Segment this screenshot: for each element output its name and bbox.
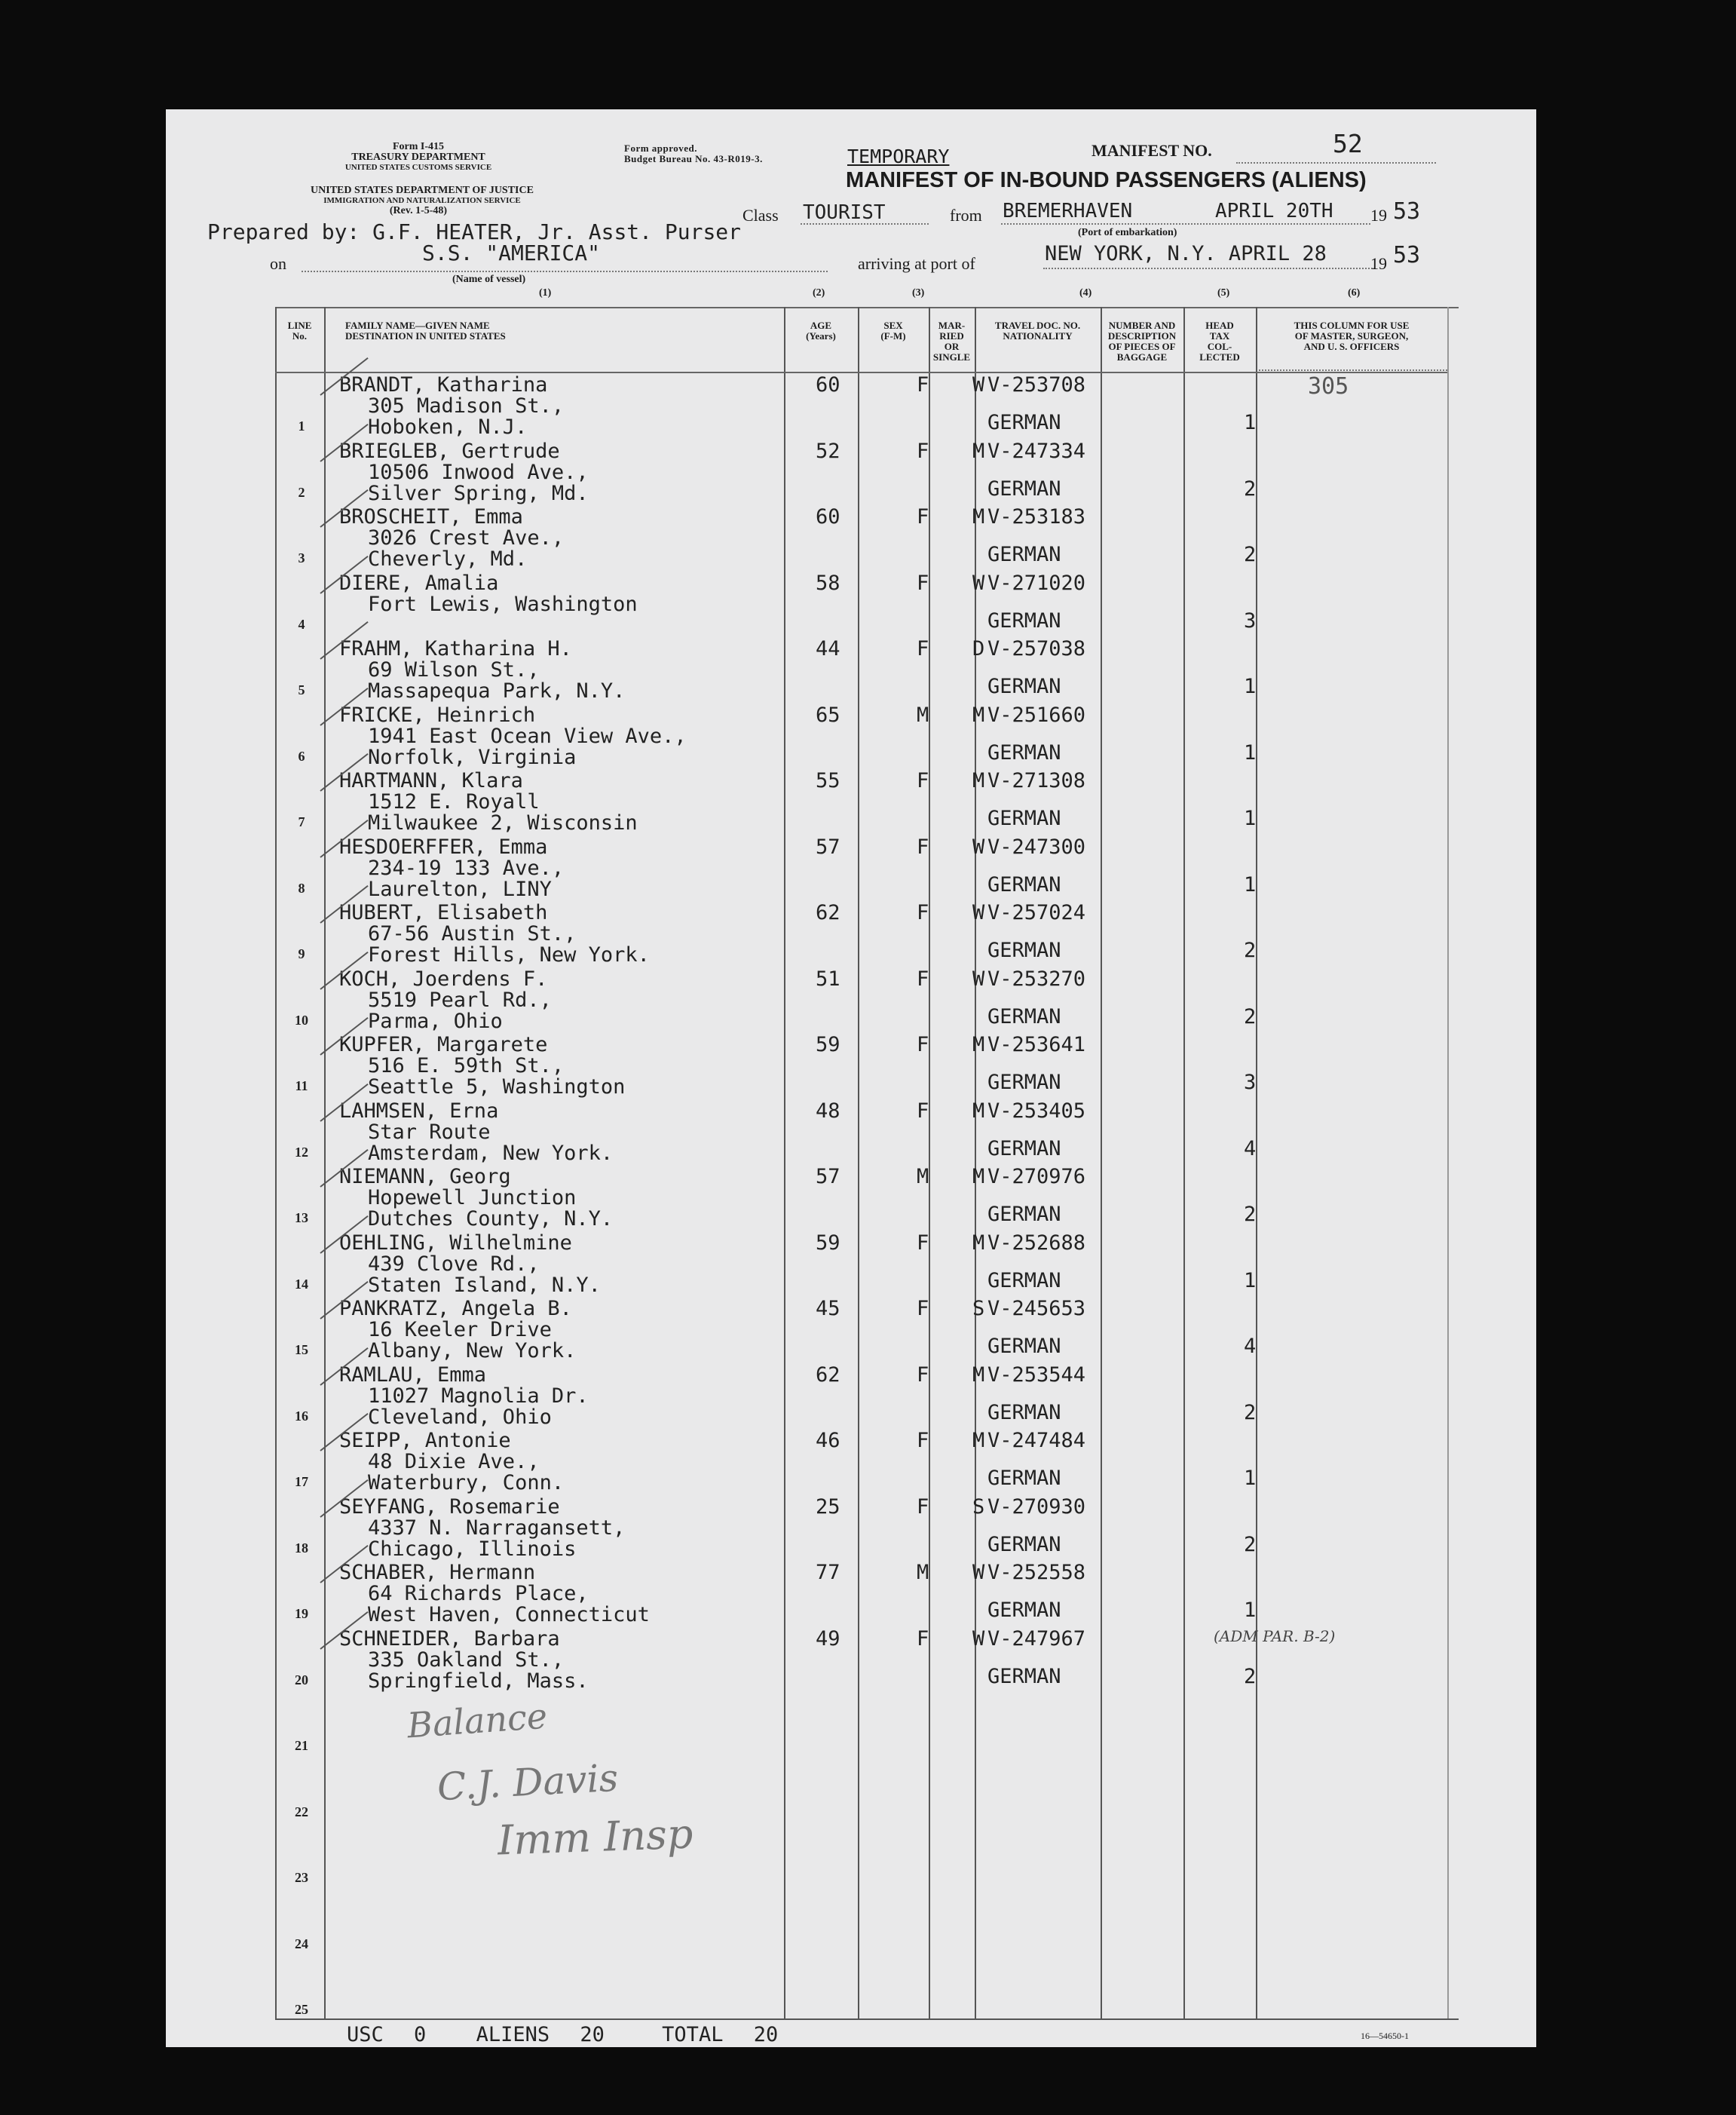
customs-service: UNITED STATES CUSTOMS SERVICE: [344, 163, 492, 172]
column-number: (6): [1348, 287, 1361, 299]
column-number: (2): [813, 287, 825, 299]
travel-doc-number: V-270976: [987, 1165, 1086, 1188]
line-number: 3: [298, 550, 305, 566]
total-count: 20: [753, 2023, 779, 2046]
line-number: 7: [298, 814, 305, 829]
passenger-nationality: GERMAN: [987, 543, 1061, 566]
line-number: 2: [298, 484, 305, 500]
passenger-marital-status: M: [972, 769, 985, 792]
passenger-name: SCHABER, Hermann: [339, 1561, 536, 1584]
passenger-name: SEYFANG, Rosemarie: [339, 1494, 560, 1519]
passenger-age: 58: [816, 571, 840, 595]
passenger-age: 52: [816, 439, 840, 463]
line-number: 22: [295, 1804, 308, 1819]
passenger-sex: F: [917, 835, 929, 859]
passenger-sex: M: [917, 1165, 929, 1188]
passenger-name: SCHNEIDER, Barbara: [339, 1626, 560, 1651]
passenger-age: 51: [816, 967, 840, 991]
travel-doc-number: V-253183: [987, 505, 1086, 529]
baggage-count: 2: [1244, 1664, 1257, 1688]
table-column-rule: [929, 307, 930, 2018]
baggage-count: 1: [1244, 411, 1257, 434]
table-column-rule: [324, 307, 326, 2018]
passenger-name: FRAHM, Katharina H.: [339, 637, 572, 661]
baggage-count: 1: [1244, 807, 1257, 830]
port-of-embarkation: BREMERHAVEN: [1003, 200, 1133, 222]
passenger-nationality: GERMAN: [987, 1268, 1061, 1292]
passenger-name: KUPFER, Margarete: [339, 1033, 548, 1056]
table-column-rule: [1256, 307, 1257, 2018]
form-approved: Form approved.: [624, 143, 698, 154]
travel-doc-number: V-271308: [987, 769, 1086, 792]
line-number: 8: [298, 880, 305, 896]
travel-doc-number: V-247334: [987, 439, 1086, 463]
travel-doc-number: V-247967: [987, 1626, 1086, 1651]
header-line-no: LINE No.: [287, 320, 312, 342]
passenger-address: 516 E. 59th St.,: [368, 1054, 565, 1077]
inspector-signature: C.J. Davis: [436, 1755, 620, 1810]
passenger-age: 59: [816, 1231, 840, 1255]
passenger-nationality: GERMAN: [987, 477, 1061, 501]
arriving-label: arriving at port of: [858, 254, 975, 273]
passenger-marital-status: W: [972, 1561, 985, 1584]
baggage-count: 3: [1244, 1071, 1257, 1094]
travel-doc-number: V-253641: [987, 1033, 1086, 1056]
passenger-sex: F: [917, 1626, 929, 1651]
passenger-sex: M: [917, 703, 929, 727]
passenger-destination: Dutches County, N.Y.: [368, 1207, 614, 1231]
from-label: from: [950, 206, 982, 225]
manifest-number: 52: [1333, 129, 1363, 158]
passenger-age: 57: [816, 835, 840, 859]
passenger-address: 11027 Magnolia Dr.: [368, 1384, 589, 1408]
passenger-destination: Cleveland, Ohio: [368, 1405, 552, 1429]
passenger-age: 60: [816, 505, 840, 529]
passenger-marital-status: M: [972, 1165, 985, 1188]
passenger-destination: Amsterdam, New York.: [368, 1141, 614, 1165]
passenger-destination: Forest Hills, New York.: [368, 943, 650, 967]
inspector-title: Imm Insp: [496, 1810, 694, 1865]
passenger-destination: Springfield, Mass.: [368, 1669, 589, 1693]
line-number: 10: [295, 1012, 308, 1028]
passenger-destination: West Haven, Connecticut: [368, 1603, 650, 1626]
passenger-address: 67-56 Austin St.,: [368, 922, 577, 946]
passenger-address: 5519 Pearl Rd.,: [368, 988, 552, 1012]
passenger-marital-status: W: [972, 901, 985, 924]
passenger-nationality: GERMAN: [987, 1071, 1061, 1094]
passenger-destination: Albany, New York.: [368, 1339, 577, 1362]
baggage-count: 4: [1244, 1136, 1257, 1160]
passenger-nationality: GERMAN: [987, 411, 1061, 434]
passenger-nationality: GERMAN: [987, 872, 1061, 897]
table-column-rule: [1101, 307, 1102, 2018]
travel-doc-number: V-270930: [987, 1494, 1086, 1519]
passenger-destination: Milwaukee 2, Wisconsin: [368, 811, 638, 835]
passenger-sex: F: [917, 901, 929, 924]
passenger-sex: F: [917, 1429, 929, 1452]
passenger-nationality: GERMAN: [987, 1532, 1061, 1556]
travel-doc-number: V-253270: [987, 967, 1086, 991]
passenger-destination: Massapequa Park, N.Y.: [368, 679, 626, 703]
vessel-caption: (Name of vessel): [452, 274, 526, 285]
table-column-rule: [275, 307, 277, 2018]
passenger-nationality: GERMAN: [987, 1335, 1061, 1358]
passenger-name: SEIPP, Antonie: [339, 1429, 511, 1452]
travel-doc-number: V-252688: [987, 1231, 1086, 1255]
passenger-age: 62: [816, 901, 840, 924]
passenger-marital-status: W: [972, 373, 985, 397]
passenger-sex: F: [917, 1231, 929, 1255]
travel-doc-number: V-251660: [987, 703, 1086, 727]
passenger-age: 55: [816, 769, 840, 792]
baggage-count: 3: [1244, 608, 1257, 633]
baggage-count: 1: [1244, 1467, 1257, 1490]
line-number: 17: [295, 1474, 308, 1489]
baggage-count: 2: [1244, 1004, 1257, 1028]
header-name-destination: FAMILY NAME—GIVEN NAME DESTINATION IN UNITED STATES: [345, 320, 506, 342]
travel-doc-number: V-253708: [987, 373, 1086, 397]
line-number: 20: [295, 1672, 308, 1687]
prepared-by: Prepared by: G.F. HEATER, Jr. Asst. Purser: [207, 219, 742, 244]
passenger-marital-status: M: [972, 439, 985, 463]
line-number: 25: [295, 2002, 308, 2017]
travel-doc-number: V-253544: [987, 1362, 1086, 1387]
header-sex: SEX (F-M): [880, 320, 906, 342]
passenger-address: Hopewell Junction: [368, 1186, 577, 1209]
passenger-address: 1941 East Ocean View Ave.,: [368, 724, 687, 748]
passenger-nationality: GERMAN: [987, 1400, 1061, 1424]
passenger-marital-status: M: [972, 1429, 985, 1452]
passenger-nationality: GERMAN: [987, 1664, 1061, 1688]
passenger-age: 48: [816, 1099, 840, 1123]
passenger-nationality: GERMAN: [987, 608, 1061, 633]
line-number: 11: [295, 1078, 308, 1093]
passenger-marital-status: M: [972, 1099, 985, 1123]
line-number: 23: [295, 1870, 308, 1885]
passenger-name: KOCH, Joerdens F.: [339, 967, 548, 991]
manifest-page: [166, 109, 1536, 2047]
baggage-count: 1: [1244, 1599, 1257, 1622]
line-number: 14: [295, 1276, 308, 1292]
usc-label: USC: [347, 2023, 384, 2046]
passenger-address: 335 Oakland St.,: [368, 1648, 565, 1672]
travel-doc-number: V-252558: [987, 1561, 1086, 1584]
budget-bureau: Budget Bureau No. 43-R019-3.: [624, 153, 763, 164]
embarkation-date: APRIL 20TH: [1215, 200, 1333, 222]
header-baggage: NUMBER AND DESCRIPTION OF PIECES OF BAGGAGE: [1107, 320, 1177, 363]
totals-line: [347, 2023, 778, 2046]
passenger-name: PANKRATZ, Angela B.: [339, 1297, 572, 1320]
line-number: 19: [295, 1606, 308, 1621]
baggage-count: 4: [1244, 1335, 1257, 1358]
header-age: AGE (Years): [806, 320, 836, 342]
passenger-marital-status: M: [972, 505, 985, 529]
manifest-no-label: MANIFEST NO.: [1092, 141, 1212, 160]
passenger-marital-status: M: [972, 1362, 985, 1387]
passenger-sex: F: [917, 769, 929, 792]
passenger-age: 60: [816, 373, 840, 397]
header-travel-doc: TRAVEL DOC. NO. NATIONALITY: [994, 320, 1081, 342]
passenger-age: 59: [816, 1033, 840, 1056]
line-number: 5: [298, 682, 305, 697]
justice-dept: UNITED STATES DEPARTMENT OF JUSTICE: [311, 185, 534, 196]
passenger-destination: Laurelton, LINY: [368, 877, 552, 901]
line-number: 13: [295, 1210, 308, 1225]
passenger-sex: F: [917, 505, 929, 529]
baggage-count: 2: [1244, 1203, 1257, 1226]
table-column-rule: [784, 307, 785, 2018]
travel-doc-number: V-257024: [987, 901, 1086, 924]
treasury-dept: TREASURY DEPARTMENT: [351, 152, 485, 163]
passenger-age: 57: [816, 1165, 840, 1188]
temporary-label: TEMPORARY: [847, 146, 950, 167]
passenger-marital-status: M: [972, 703, 985, 727]
passenger-marital-status: D: [972, 637, 985, 661]
passenger-age: 46: [816, 1429, 840, 1452]
table-column-rule: [858, 307, 859, 2018]
passenger-destination: Cheverly, Md.: [368, 547, 528, 571]
passenger-marital-status: W: [972, 1626, 985, 1651]
passenger-name: FRICKE, Heinrich: [339, 703, 536, 727]
passenger-marital-status: W: [972, 967, 985, 991]
line-number: 9: [298, 946, 305, 961]
ins-service: IMMIGRATION AND NATURALIZATION SERVICE: [323, 196, 521, 205]
passenger-sex: F: [917, 1297, 929, 1320]
baggage-count: 1: [1244, 675, 1257, 698]
line-number: 6: [298, 748, 305, 764]
column-number: (3): [912, 287, 925, 299]
line-number: 15: [295, 1342, 308, 1357]
class-label: Class: [742, 206, 779, 225]
travel-doc-number: V-245653: [987, 1297, 1086, 1320]
passenger-address: 48 Dixie Ave.,: [368, 1450, 540, 1473]
line-number: 12: [295, 1144, 308, 1160]
passenger-age: 25: [816, 1494, 840, 1519]
baggage-count: 2: [1244, 1400, 1257, 1424]
passenger-sex: F: [917, 1362, 929, 1387]
passenger-address: 305 Madison St.,: [368, 394, 565, 418]
passenger-name: BROSCHEIT, Emma: [339, 505, 523, 529]
passenger-destination: Chicago, Illinois: [368, 1537, 577, 1561]
passenger-address: 16 Keeler Drive: [368, 1318, 552, 1341]
passenger-destination: Hoboken, N.J.: [368, 415, 528, 439]
passenger-age: 49: [816, 1626, 840, 1651]
header-officers-column: THIS COLUMN FOR USE OF MASTER, SURGEON, AND U. S. OFFICERS: [1294, 320, 1410, 352]
total-label: TOTAL: [662, 2023, 724, 2046]
passenger-address: 64 Richards Place,: [368, 1582, 589, 1605]
travel-doc-number: V-247484: [987, 1429, 1086, 1452]
passenger-name: HUBERT, Elisabeth: [339, 901, 548, 924]
line-number: 21: [295, 1738, 308, 1753]
arrival-year: 53: [1393, 242, 1421, 268]
form-code: 16—54650-1: [1361, 2031, 1409, 2041]
travel-doc-number: V-247300: [987, 835, 1086, 859]
passenger-address: 69 Wilson St.,: [368, 658, 540, 682]
passenger-name: HESDOERFFER, Emma: [339, 835, 548, 859]
baggage-count: 2: [1244, 477, 1257, 501]
passenger-address: 4337 N. Narragansett,: [368, 1516, 626, 1540]
passenger-nationality: GERMAN: [987, 1136, 1061, 1160]
form-number: Form I-415: [392, 141, 445, 152]
line-number: 1: [298, 418, 305, 434]
revision: (Rev. 1-5-48): [389, 205, 448, 216]
passenger-sex: F: [917, 1494, 929, 1519]
manifest-title: MANIFEST OF IN-BOUND PASSENGERS (ALIENS): [846, 168, 1367, 192]
passenger-name: BRIEGLEB, Gertrude: [339, 439, 560, 463]
passenger-nationality: GERMAN: [987, 1004, 1061, 1028]
arrival-year-prefix: 19: [1370, 254, 1387, 273]
aliens-count: 20: [580, 2023, 605, 2046]
handwritten-balance: Balance: [406, 1695, 549, 1746]
passenger-sex: F: [917, 967, 929, 991]
passenger-name: BRANDT, Katharina: [339, 373, 548, 397]
passenger-nationality: GERMAN: [987, 807, 1061, 830]
passenger-address: 234-19 133 Ave.,: [368, 856, 565, 880]
passenger-nationality: GERMAN: [987, 1203, 1061, 1226]
passenger-age: 45: [816, 1297, 840, 1320]
column-number: (5): [1217, 287, 1230, 299]
table-top-border: [275, 307, 1459, 308]
travel-doc-number: V-253405: [987, 1099, 1086, 1123]
passenger-address: 1512 E. Royall: [368, 790, 540, 814]
passenger-destination: Norfolk, Virginia: [368, 745, 577, 769]
passenger-nationality: GERMAN: [987, 939, 1061, 962]
embarkation-year: 53: [1393, 198, 1421, 225]
class-value: TOURIST: [803, 201, 886, 224]
baggage-count: 1: [1244, 740, 1257, 765]
header-married-single: MAR- RIED OR SINGLE: [932, 320, 971, 363]
line-number: 24: [295, 1936, 308, 1951]
line-number: 16: [295, 1408, 308, 1424]
vessel-name: S.S. "AMERICA": [422, 241, 601, 265]
baggage-count: 2: [1244, 939, 1257, 962]
passenger-sex: F: [917, 373, 929, 397]
officer-note: 305: [1308, 373, 1349, 400]
passenger-marital-status: S: [972, 1494, 985, 1519]
passenger-sex: F: [917, 439, 929, 463]
passenger-sex: F: [917, 1099, 929, 1123]
baggage-count: 2: [1244, 1532, 1257, 1556]
passenger-sex: F: [917, 637, 929, 661]
line-number: 18: [295, 1540, 308, 1556]
header-head-tax: HEAD TAX COL- LECTED: [1199, 320, 1240, 363]
passenger-address: Star Route: [368, 1120, 491, 1144]
passenger-age: 44: [816, 637, 840, 661]
passenger-name: RAMLAU, Emma: [339, 1362, 487, 1387]
passenger-nationality: GERMAN: [987, 1599, 1061, 1622]
totals-rule: [275, 2018, 1459, 2020]
passenger-age: 77: [816, 1561, 840, 1584]
passenger-name: HARTMANN, Klara: [339, 769, 523, 792]
passenger-address: 10506 Inwood Ave.,: [368, 460, 589, 484]
travel-doc-number: V-271020: [987, 571, 1086, 595]
passenger-address: 3026 Crest Ave.,: [368, 526, 565, 550]
table-column-rule: [975, 307, 976, 2018]
passenger-destination: Waterbury, Conn.: [368, 1471, 565, 1494]
passenger-destination: Parma, Ohio: [368, 1009, 503, 1033]
passenger-age: 62: [816, 1362, 840, 1387]
table-column-rule: [1183, 307, 1185, 2018]
passenger-nationality: GERMAN: [987, 675, 1061, 698]
table-column-rule: [1447, 307, 1449, 2018]
officer-note: (ADM PAR. B-2): [1214, 1626, 1336, 1645]
baggage-count: 2: [1244, 543, 1257, 566]
travel-doc-number: V-257038: [987, 637, 1086, 661]
baggage-count: 1: [1244, 1268, 1257, 1292]
line-number: 4: [298, 616, 305, 632]
arrival-port-date: NEW YORK, N.Y. APRIL 28: [1045, 242, 1327, 265]
passenger-sex: F: [917, 571, 929, 595]
aliens-label: ALIENS: [476, 2023, 550, 2046]
on-label: on: [270, 254, 286, 273]
passenger-sex: F: [917, 1033, 929, 1056]
passenger-name: OEHLING, Wilhelmine: [339, 1231, 572, 1255]
column-number: (4): [1079, 287, 1092, 299]
passenger-marital-status: W: [972, 571, 985, 595]
passenger-nationality: GERMAN: [987, 740, 1061, 765]
column-number: (1): [539, 287, 552, 299]
passenger-name: LAHMSEN, Erna: [339, 1099, 499, 1123]
passenger-name: NIEMANN, Georg: [339, 1165, 511, 1188]
baggage-count: 1: [1244, 872, 1257, 897]
passenger-marital-status: W: [972, 835, 985, 859]
passenger-marital-status: M: [972, 1033, 985, 1056]
passenger-name: DIERE, Amalia: [339, 571, 499, 595]
passenger-address: Fort Lewis, Washington: [368, 592, 638, 616]
passenger-marital-status: S: [972, 1297, 985, 1320]
passenger-destination: Seattle 5, Washington: [368, 1075, 626, 1099]
passenger-address: 439 Clove Rd.,: [368, 1252, 540, 1276]
passenger-nationality: GERMAN: [987, 1467, 1061, 1490]
port-embarkation-caption: (Port of embarkation): [1078, 227, 1177, 238]
passenger-destination: Silver Spring, Md.: [368, 481, 589, 505]
passenger-age: 65: [816, 703, 840, 727]
usc-count: 0: [414, 2023, 427, 2046]
passenger-marital-status: M: [972, 1231, 985, 1255]
passenger-sex: M: [917, 1561, 929, 1584]
year-prefix: 19: [1370, 206, 1387, 225]
passenger-destination: Staten Island, N.Y.: [368, 1273, 601, 1297]
